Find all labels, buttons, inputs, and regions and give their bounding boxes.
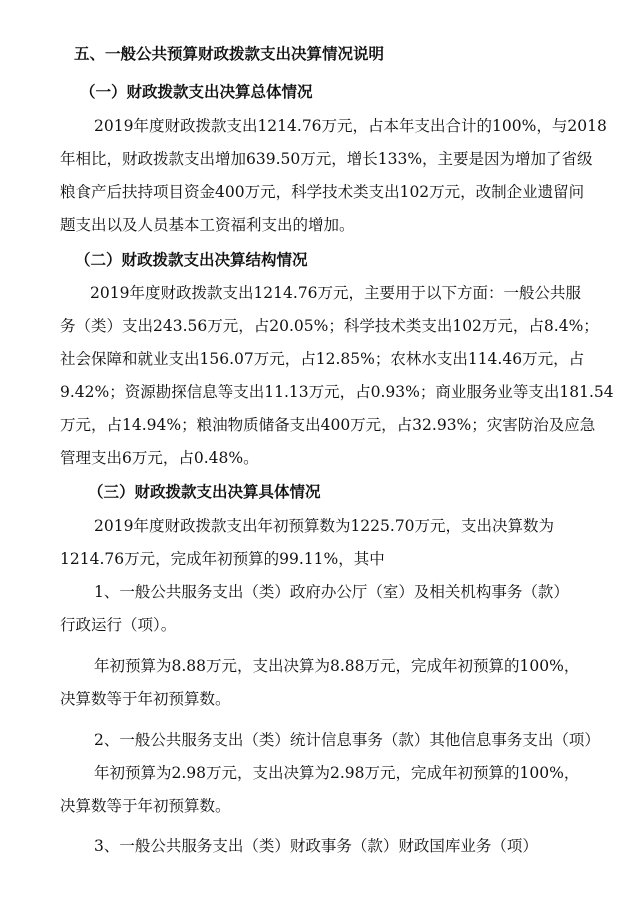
- section-title: 五、一般公共预算财政拨款支出决算情况说明: [74, 45, 385, 63]
- item1-detail-line: 决算数等于年初预算数。: [60, 690, 231, 708]
- sub3-heading: （三）财政拨款支出决算具体情况: [88, 483, 321, 501]
- paragraph-line: 1214.76万元，完成年初预算的99.11%，其中: [60, 550, 385, 568]
- paragraph-line: 务（类）支出243.56万元，占20.05%；科学技术类支出102万元，占8.4%；: [60, 317, 599, 335]
- paragraph-line: 管理支出6万元，占0.48%。: [60, 449, 259, 467]
- item1-detail-line: 年初预算为8.88万元，支出决算为8.88万元，完成年初预算的100%，: [94, 657, 580, 675]
- paragraph-line: 2019年度财政拨款支出年初预算数为1225.70万元，支出决算数为: [94, 517, 555, 535]
- paragraph-line: 社会保障和就业支出156.07万元，占12.85%；农林水支出114.46万元，占: [60, 350, 585, 368]
- paragraph-line: 2019年度财政拨款支出1214.76万元，主要用于以下方面：一般公共服: [90, 284, 582, 302]
- paragraph-line: 年相比，财政拨款支出增加639.50万元，增长133%，主要是因为增加了省级: [60, 150, 593, 168]
- item2-title: 2、一般公共服务支出（类）统计信息事务（款）其他信息事务支出（项）: [94, 731, 600, 749]
- paragraph-line: 万元，占14.94%；粮油物质储备支出400万元，占32.93%；灾害防治及应急: [60, 416, 596, 434]
- paragraph-line: 2019年度财政拨款支出1214.76万元，占本年支出合计的100%，与2018: [94, 117, 607, 135]
- item2-detail-line: 年初预算为2.98万元，支出决算为2.98万元，完成年初预算的100%，: [94, 764, 580, 782]
- paragraph-line: 粮食产后扶持项目资金400万元，科学技术类支出102万元，改制企业遗留问: [60, 183, 585, 201]
- sub1-heading: （一）财政拨款支出决算总体情况: [80, 83, 313, 101]
- item2-detail-line: 决算数等于年初预算数。: [60, 797, 231, 815]
- item3-title: 3、一般公共服务支出（类）财政事务（款）财政国库业务（项）: [94, 837, 538, 855]
- paragraph-line: 题支出以及人员基本工资福利支出的增加。: [60, 216, 355, 234]
- paragraph-line: 9.42%；资源勘探信息等支出11.13万元，占0.93%；商业服务业等支出181.54: [60, 383, 614, 401]
- item1-title-line: 1、一般公共服务支出（类）政府办公厅（室）及相关机构事务（款）: [94, 583, 569, 601]
- sub2-heading: （二）财政拨款支出决算结构情况: [75, 251, 308, 269]
- item1-title-line: 行政运行（项）。: [60, 616, 177, 634]
